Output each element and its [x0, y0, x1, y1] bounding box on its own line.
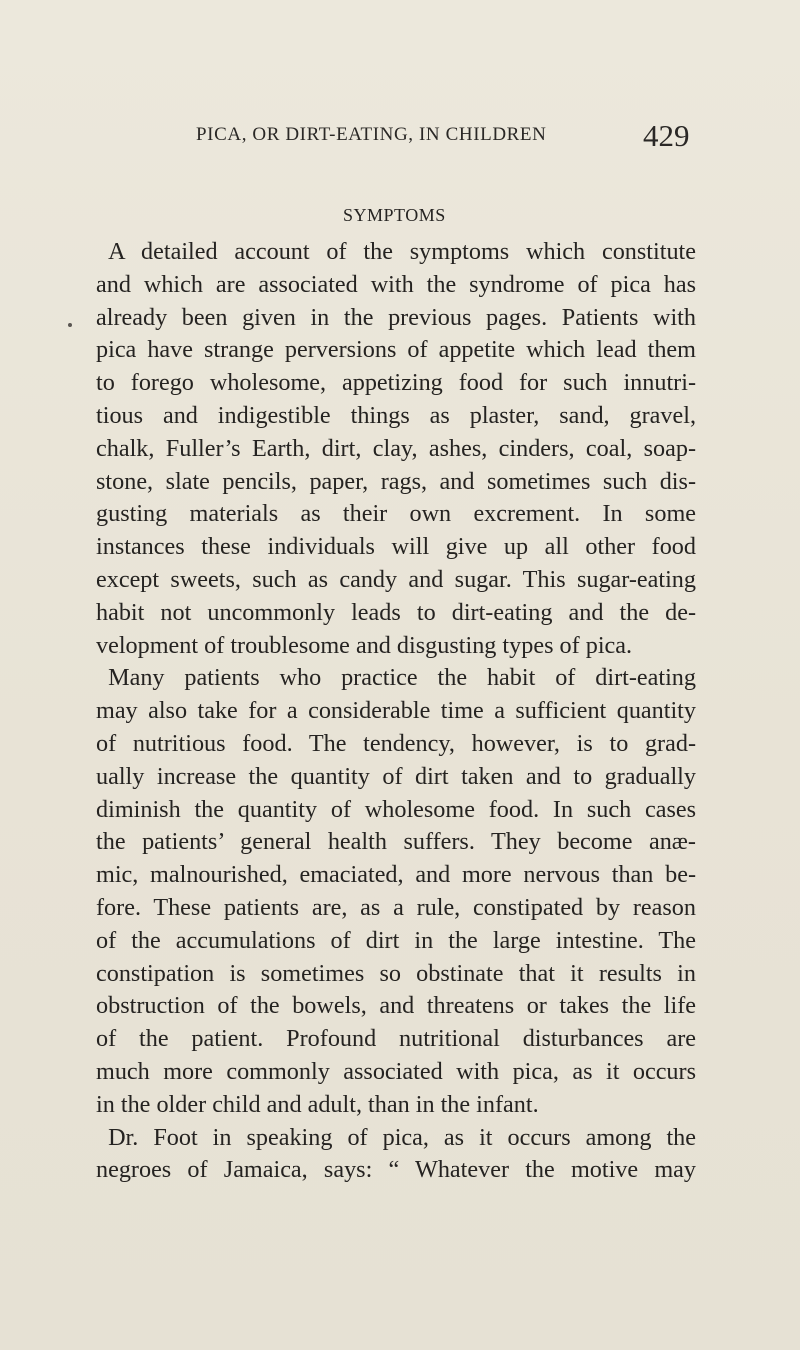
page-number: 429 — [643, 118, 690, 153]
text-line: and which are associated with the syndrome of pica has — [96, 270, 696, 298]
text-line: A detailed account of the symptoms which constitute — [108, 238, 696, 265]
text-line: stone, slate pencils, paper, rags, and sometimes such dis- — [96, 467, 696, 495]
text-line: of the accumulations of dirt in the large intestine. The — [96, 926, 696, 954]
text-line: except sweets, such as candy and sugar. This sugar-eating — [96, 565, 696, 593]
section-title: SYMPTOMS — [343, 205, 446, 225]
text-line: the patients’ general health suffers. They become anæ- — [96, 828, 696, 856]
text-line: obstruction of the bowels, and threatens or takes the life — [96, 992, 696, 1020]
text-line: Dr. Foot in speaking of pica, as it occurs among the — [108, 1123, 696, 1151]
text-line: Many patients who practice the habit of dirt-eating — [108, 664, 696, 692]
text-line: in the older child and adult, than in the infant. — [96, 1090, 539, 1118]
body-text — [96, 236, 696, 1187]
text-line: of the patient. Profound nutritional disturbances are — [96, 1025, 696, 1053]
text-line: habit not uncommonly leads to dirt-eating and the de- — [96, 598, 696, 626]
text-line: diminish the quantity of wholesome food. In such cases — [96, 795, 696, 823]
text-line: chalk, Fuller’s Earth, dirt, clay, ashes, cinders, coal, soap- — [96, 434, 696, 462]
text-line: constipation is sometimes so obstinate that it results in — [96, 959, 696, 987]
running-head: PICA, OR DIRT-EATING, IN CHILDREN — [196, 124, 547, 145]
text-line: gusting materials as their own excrement. In some — [96, 500, 696, 528]
text-line: to forego wholesome, appetizing food for such innutri- — [96, 369, 696, 397]
text-line: pica have strange perversions of appetite which lead them — [96, 336, 696, 364]
text-line: already been given in the previous pages. Patients with — [96, 303, 696, 331]
text-line: tious and indigestible things as plaster, sand, gravel, — [96, 401, 696, 429]
text-line: may also take for a considerable time a sufficient quantity — [96, 697, 696, 725]
text-line: of nutritious food. The tendency, however, is to grad- — [96, 729, 696, 757]
text-line: much more commonly associated with pica, as it occurs — [96, 1057, 696, 1085]
text-line: mic, malnourished, emaciated, and more nervous than be- — [96, 861, 696, 889]
text-line: instances these individuals will give up all other food — [96, 533, 696, 561]
text-line: ually increase the quantity of dirt taken and to gradually — [96, 762, 696, 790]
text-line: fore. These patients are, as a rule, constipated by reason — [96, 893, 696, 921]
text-line: velopment of troublesome and disgusting types of pica. — [96, 631, 633, 659]
text-line: negroes of Jamaica, says: “ Whatever the motive may — [96, 1156, 696, 1184]
margin-speck — [68, 323, 72, 327]
